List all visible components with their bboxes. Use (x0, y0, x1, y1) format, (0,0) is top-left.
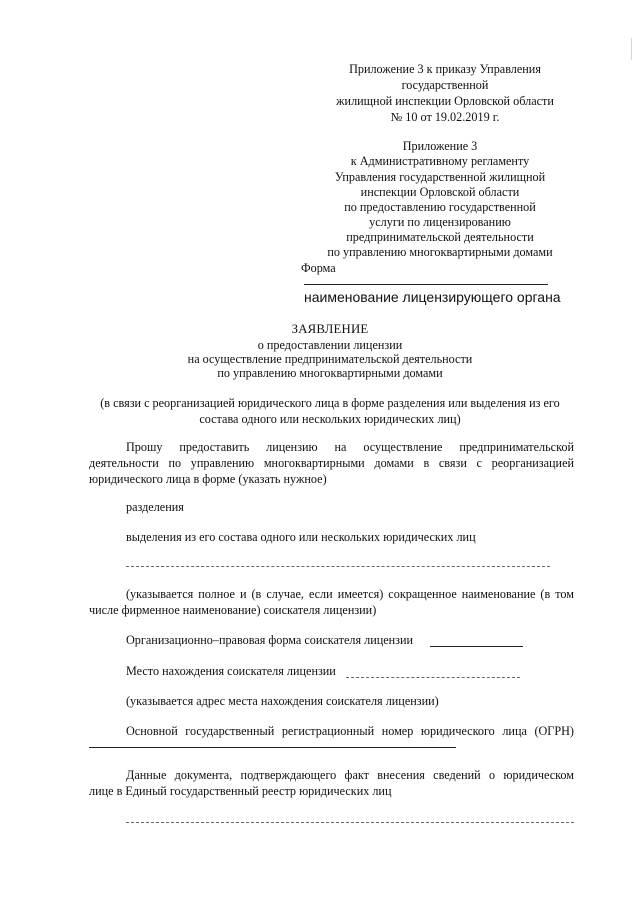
regulation-appendix-line6: услуги по лицензированию (369, 215, 511, 229)
application-title: ЗАЯВЛЕНИЕ (291, 322, 369, 336)
name-hint-line1: (указывается полное и (в случае, если имеется) сокращенное наименование (в том (126, 587, 574, 601)
org-form-line (430, 646, 523, 647)
option-separation: разделения (126, 500, 184, 514)
name-hint-line2: числе фирменное наименование) соискателя лицензии) (89, 603, 377, 617)
regulation-appendix-line2: к Административному регламенту (350, 154, 530, 168)
option-allocation: выделения из его состава одного или нескольких юридических лиц (126, 530, 476, 544)
registry-doc-line (126, 822, 574, 823)
regulation-appendix-line4: инспекции Орловской области (360, 185, 520, 199)
reorganization-note-line2: состава одного или нескольких юридических лиц) (199, 412, 461, 426)
reorganization-note-line1: (в связи с реорганизацией юридического лица в форме разделения или выделения из его (100, 396, 560, 410)
org-form-label: Организационно–правовая форма соискателя лицензии (126, 633, 414, 647)
regulation-appendix-line1: Приложение 3 (402, 139, 478, 153)
address-hint: (указывается адрес места нахождения соискателя лицензии) (126, 694, 439, 708)
scan-edge-mark (631, 38, 632, 60)
registry-doc-line1: Данные документа, подтверждающего факт внесения сведений о юридическом (126, 768, 574, 782)
ogrn-line (89, 747, 456, 748)
licensing-authority-underline (304, 284, 548, 285)
request-paragraph-line2: деятельности по управлению многоквартирными домами в связи с реорганизацией (89, 456, 574, 470)
licensing-authority-label: наименование лицензирующего органа (304, 289, 561, 305)
ogrn-label: Основной государственный регистрационный номер юридического лица (ОГРН) (126, 724, 574, 738)
regulation-appendix-line8: по управлению многоквартирными домами (327, 245, 553, 259)
form-label: Форма (301, 261, 336, 275)
regulation-appendix-line3: Управления государственной жилищной (334, 170, 546, 184)
regulation-appendix-line7: предпринимательской деятельности (346, 230, 534, 244)
request-paragraph-line1: Прошу предоставить лицензию на осуществление предпринимательской (126, 440, 574, 454)
applicant-name-line (126, 566, 550, 567)
request-paragraph-line3: юридического лица в форме (указать нужное) (89, 472, 327, 486)
order-appendix-line2: государственной (401, 78, 489, 92)
application-subtitle-line2: на осуществление предпринимательской деятельности (187, 352, 473, 366)
registry-doc-line2: лице в Единый государственный реестр юридических лиц (89, 784, 392, 798)
location-label: Место нахождения соискателя лицензии (126, 664, 336, 678)
order-appendix-line3: жилищной инспекции Орловской области (336, 94, 554, 108)
order-appendix-line1: Приложение 3 к приказу Управления (349, 62, 541, 76)
application-subtitle-line1: о предоставлении лицензии (257, 338, 403, 352)
regulation-appendix-line5: по предоставлению государственной (344, 200, 536, 214)
application-subtitle-line3: по управлению многоквартирными домами (217, 366, 443, 380)
location-line (346, 677, 520, 678)
order-appendix-line4: № 10 от 19.02.2019 г. (390, 110, 500, 124)
